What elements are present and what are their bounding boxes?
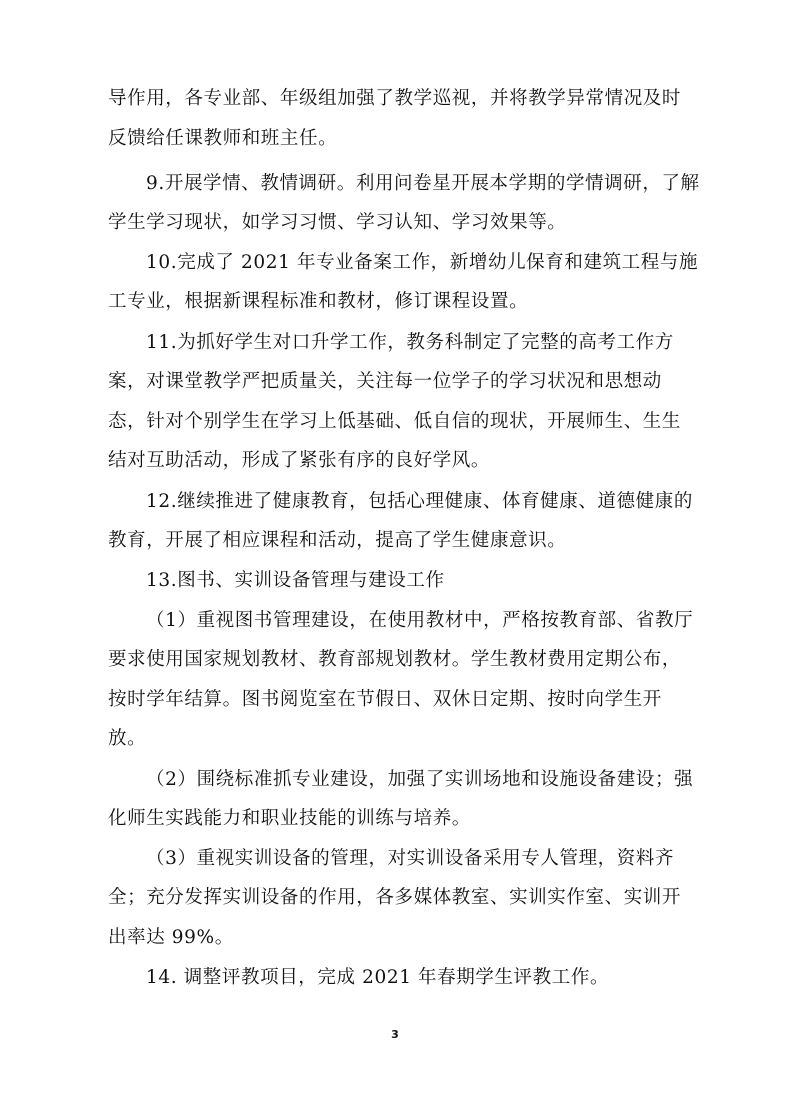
- text-line: 态，针对个别学生在学习上低基础、低自信的现状，开展师生、生生: [108, 411, 682, 432]
- text-line: （1）重视图书管理建设，在使用教材中，严格按教育部、省教厅: [146, 610, 694, 631]
- text-line: 学生学习现状，如学习习惯、学习认知、学习效果等。: [108, 212, 567, 233]
- text-line: （2）围绕标准抓专业建设，加强了实训场地和设施设备建设；强: [146, 769, 694, 790]
- text-line: 要求使用国家规划教材、教育部规划教材。学生教材费用定期公布，: [108, 649, 682, 670]
- text-line: 教育，开展了相应课程和活动，提高了学生健康意识。: [108, 530, 567, 551]
- text-line: 工专业，根据新课程标准和教材，修订课程设置。: [108, 291, 529, 312]
- text-line: 14. 调整评教项目，完成 2021 年春期学生评教工作。: [146, 967, 610, 988]
- text-line: 10.完成了 2021 年专业备案工作，新增幼儿保育和建筑工程与施: [146, 252, 699, 273]
- text-line: 出率达 99%。: [108, 927, 234, 948]
- text-line: 结对互助活动，形成了紧张有序的良好学风。: [108, 450, 491, 471]
- text-line: 11.为抓好学生对口升学工作，教务科制定了完整的高考工作方: [146, 332, 674, 353]
- text-line: 反馈给任课教师和班主任。: [108, 128, 338, 149]
- text-line: 化师生实践能力和职业技能的训练与培养。: [108, 808, 471, 829]
- page-number: 3: [391, 1028, 399, 1041]
- text-line: 全；充分发挥实训设备的作用，各多媒体教室、实训实作室、实训开: [108, 887, 682, 908]
- text-line: 案，对课堂教学严把质量关，关注每一位学子的学习状况和思想动: [108, 371, 662, 392]
- text-line: 按时学年结算。图书阅览室在节假日、双休日定期、按时向学生开: [108, 689, 662, 710]
- text-line: 导作用，各专业部、年级组加强了教学巡视，并将教学异常情况及时: [108, 88, 682, 109]
- text-line: 12.继续推进了健康教育，包括心理健康、体育健康、道德健康的: [146, 491, 693, 512]
- text-line: 9.开展学情、教情调研。利用问卷星开展本学期的学情调研，了解: [146, 173, 700, 194]
- text-line: （3）重视实训设备的管理，对实训设备采用专人管理，资料齐: [146, 848, 675, 869]
- section-heading: 13.图书、实训设备管理与建设工作: [146, 570, 445, 591]
- text-line: 放。: [108, 728, 147, 749]
